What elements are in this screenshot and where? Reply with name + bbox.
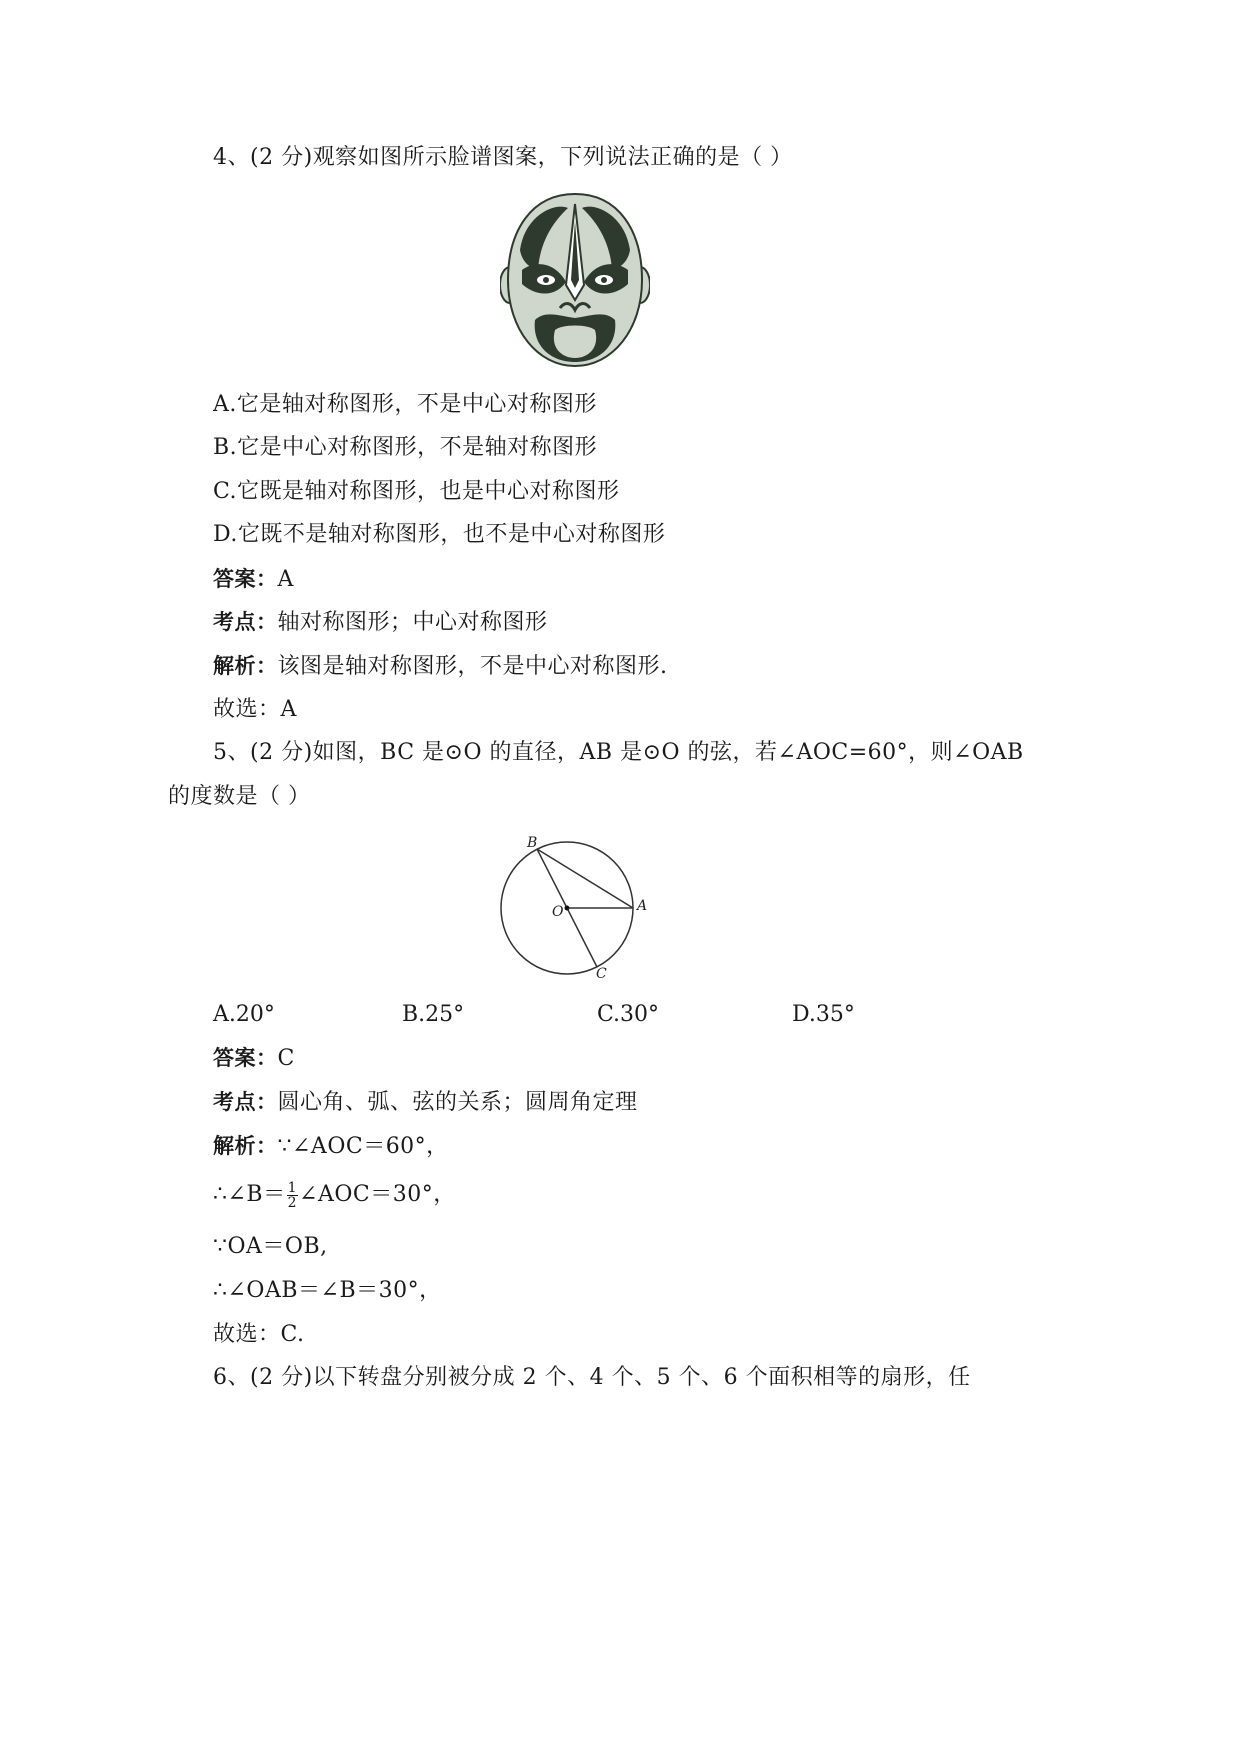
q4-stem: 4、(2 分)观察如图所示脸谱图案，下列说法正确的是（ ） [213,145,793,170]
q4-topic-row [213,607,548,638]
q5-option-a: A.20° [213,1002,275,1027]
circle-figure [495,830,655,980]
q4-answer-value: A [277,567,294,592]
q5-answer-row [213,1043,295,1074]
q4-analysis-row [213,651,668,682]
q5-topic-value: 圆心角、弧、弦的关系；圆周角定理 [277,1090,638,1115]
q5-analysis-line3: ∵OA＝OB, [213,1234,328,1259]
q4-topic-value: 轴对称图形；中心对称图形 [277,610,548,635]
q4-topic-label: 考点： [213,610,278,634]
q5-answer-value: C [277,1046,295,1071]
q4-analysis-value: 该图是轴对称图形，不是中心对称图形. [277,654,668,679]
circle-diagram [495,830,655,980]
fraction-numerator: 1 [287,1179,298,1196]
q5-conclusion: 故选：C. [213,1322,305,1347]
q4-conclusion: 故选：A [213,697,297,722]
q5-analysis-line1: ∵∠AOC＝60°， [277,1134,449,1159]
q5-answer-label: 答案： [213,1046,278,1070]
label-a: A [637,898,648,914]
label-o: O [552,904,564,920]
q5-analysis-line2 [213,1180,456,1210]
q4-answer-row [213,564,294,595]
opera-mask-icon [500,190,650,370]
q5-option-c: C.30° [597,1002,660,1027]
q5-topic-label: 考点： [213,1090,278,1114]
q4-analysis-label: 解析： [213,654,278,678]
opera-mask-figure [500,190,650,370]
fraction-denominator: 2 [287,1194,298,1211]
q4-option-d: D.它既不是轴对称图形，也不是中心对称图形 [213,522,666,547]
q5-stem-line2: 的度数是（ ） [168,784,311,809]
q4-answer-label: 答案： [213,567,278,591]
label-b: B [527,835,538,851]
q6-stem: 6、(2 分)以下转盘分别被分成 2 个、4 个、5 个、6 个面积相等的扇形，任 [213,1365,971,1390]
q5-analysis2-pre: ∴∠B＝ [213,1182,286,1207]
q5-analysis-label: 解析： [213,1134,278,1158]
label-c: C [596,966,607,980]
q5-analysis-row [213,1131,449,1162]
q5-analysis-line4: ∴∠OAB＝∠B＝30°， [213,1278,442,1303]
q5-topic-row [213,1087,638,1118]
q5-option-b: B.25° [402,1002,465,1027]
q4-option-b: B.它是中心对称图形，不是轴对称图形 [213,435,598,460]
q5-analysis2-post: ∠AOC＝30°， [299,1182,456,1207]
q5-stem-line1: 5、(2 分)如图，BC 是⊙O 的直径，AB 是⊙O 的弦，若∠AOC=60°，则∠OAB [213,740,1024,765]
fraction-one-half [287,1181,298,1210]
q4-option-a: A.它是轴对称图形，不是中心对称图形 [213,392,597,417]
q5-option-d: D.35° [792,1002,855,1027]
q4-option-c: C.它既是轴对称图形，也是中心对称图形 [213,479,620,504]
